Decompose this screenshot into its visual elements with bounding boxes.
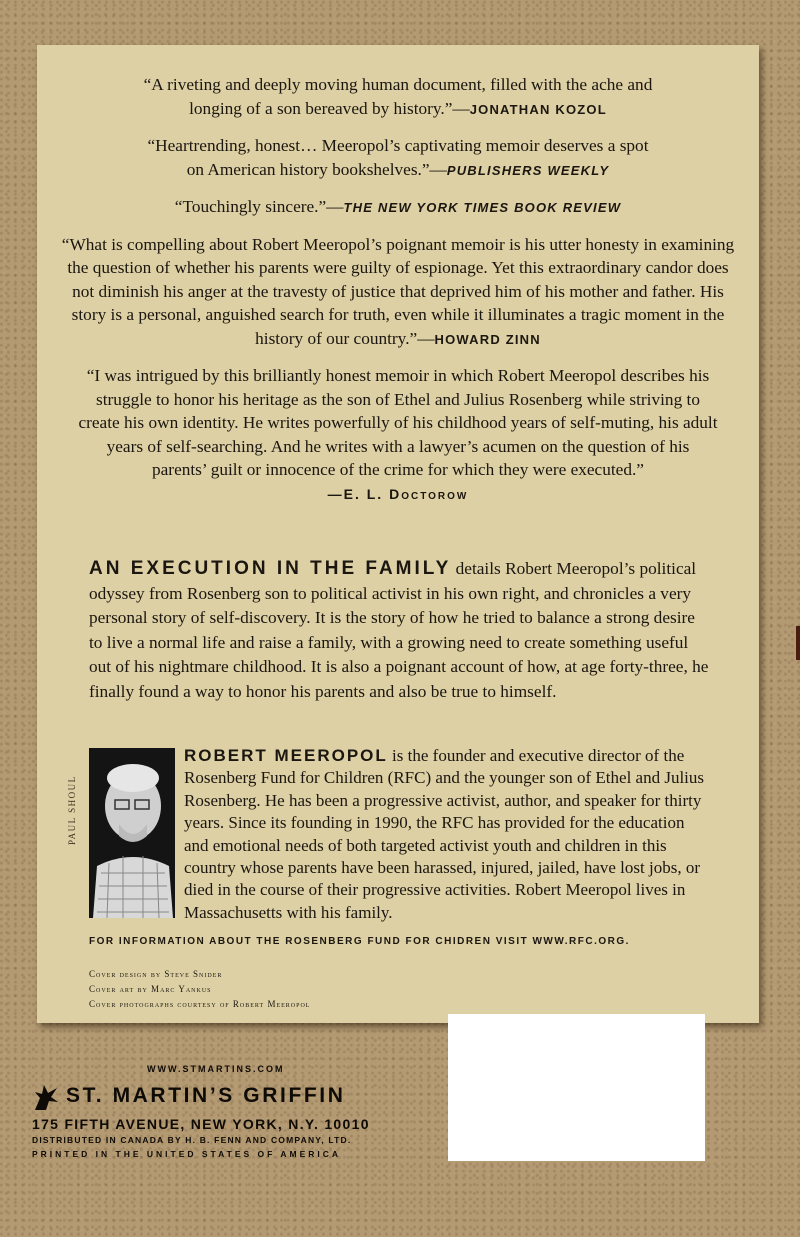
book-description: [89, 557, 711, 704]
back-cover-panel: [37, 45, 759, 1023]
distribution-note: DISTRIBUTED IN CANADA BY H. B. FENN AND COMPANY, LTD.: [32, 1135, 352, 1145]
author-portrait-image: [89, 748, 175, 918]
quote-nyt: “Touchingly sincere.”—THE NEW YORK TIMES BOOK REVIEW: [174, 197, 622, 216]
griffin-logo-icon: [32, 1082, 60, 1112]
printed-note: PRINTED IN THE UNITED STATES OF AMERICA: [32, 1149, 342, 1159]
credit-design: Cover design by Steve Snider: [89, 969, 223, 979]
author-bio-text: is the founder and executive director of the Rosenberg Fund for Children (RFC) and the younger son of Ethel and Julius Rosenberg. He has been a progressive activist, author, and speaker for thirty years. Since its founding in 1990, the RFC has provided for the education and emotional needs of both targeted activist youth and children in this country whose parents have been harassed, injured, jailed, have lost jobs, or died in the course of their progressive activities. Robert Meeropol lives in Massachusetts with his family.: [184, 746, 705, 922]
quote-kozol: “A riveting and deeply moving human document, filled with the ache and longing of a son bereaved by history.”—JONATHAN KOZOL: [143, 75, 653, 118]
quote-attribution: PUBLISHERS WEEKLY: [446, 162, 610, 178]
quote-attribution: JONATHAN KOZOL: [469, 101, 607, 117]
publisher-name: ST. MARTIN’S GRIFFIN: [66, 1084, 346, 1107]
credit-art: Cover art by Marc Yankus: [89, 984, 212, 994]
quote-attribution: —E. L. Doctorow: [327, 485, 469, 502]
spine-edge: [796, 626, 800, 660]
publisher-url: WWW.STMARTINS.COM: [147, 1064, 285, 1074]
author-photo: [89, 748, 175, 918]
publisher-address: 175 FIFTH AVENUE, NEW YORK, N.Y. 10010: [32, 1116, 370, 1132]
quote-doctorow: “I was intrigued by this brilliantly honest memoir in which Robert Meeropol describes his struggle to honor his heritage as the son of Ethel and Julius Rosenberg while striving to create his own identity. He writes powerfully of his childhood years of self-muting, his adult years of self-searching. And he writes with a lawyer’s acumen on the question of his parents’ guilt or innocence of the crime for which they were executed.” —E. L. Doctorow: [78, 366, 718, 502]
quote-attribution: HOWARD ZINN: [434, 331, 541, 347]
review-quotes: [37, 73, 759, 519]
photo-credit: PAUL SHOUL: [67, 775, 77, 845]
quote-attribution: THE NEW YORK TIMES BOOK REVIEW: [343, 200, 622, 215]
author-name: ROBERT MEEROPOL: [184, 746, 388, 765]
rfc-info-line: FOR INFORMATION ABOUT THE ROSENBERG FUND FOR CHIDREN VISIT WWW.RFC.ORG.: [89, 936, 630, 947]
credit-photos: Cover photographs courtesy of Robert Meeropol: [89, 999, 311, 1009]
book-title: AN EXECUTION IN THE FAMILY: [89, 558, 452, 579]
cover-credits: [89, 967, 489, 1012]
barcode-area: [448, 1014, 705, 1161]
description-text: details Robert Meeropol’s political odyssey from Rosenberg son to political activist in his own right, and chronicles a very personal story of self-discovery. It is the story of how he tried to balance a strong desire to live a normal life and raise a family, with a growing need to create something useful out of his nightmare childhood. It is also a poignant account of how, at age forty-three, he finally found a way to honor his parents and also be true to himself.: [89, 559, 709, 701]
quote-zinn: “What is compelling about Robert Meeropol’s poignant memoir is his utter honesty in examining the question of whether his parents were guilty of espionage. Yet this extraordinary candor does not diminish his anger at the travesty of justice that deprived him of his mother and father. His story is a personal, anguished search for truth, even while it illuminates a tragic moment in the history of our country.”—HOWARD ZINN: [61, 234, 735, 348]
author-bio: [184, 745, 712, 924]
quote-publishers-weekly: “Heartrending, honest… Meeropol’s captivating memoir deserves a spot on American history bookshelves.”—PUBLISHERS WEEKLY: [147, 136, 649, 179]
